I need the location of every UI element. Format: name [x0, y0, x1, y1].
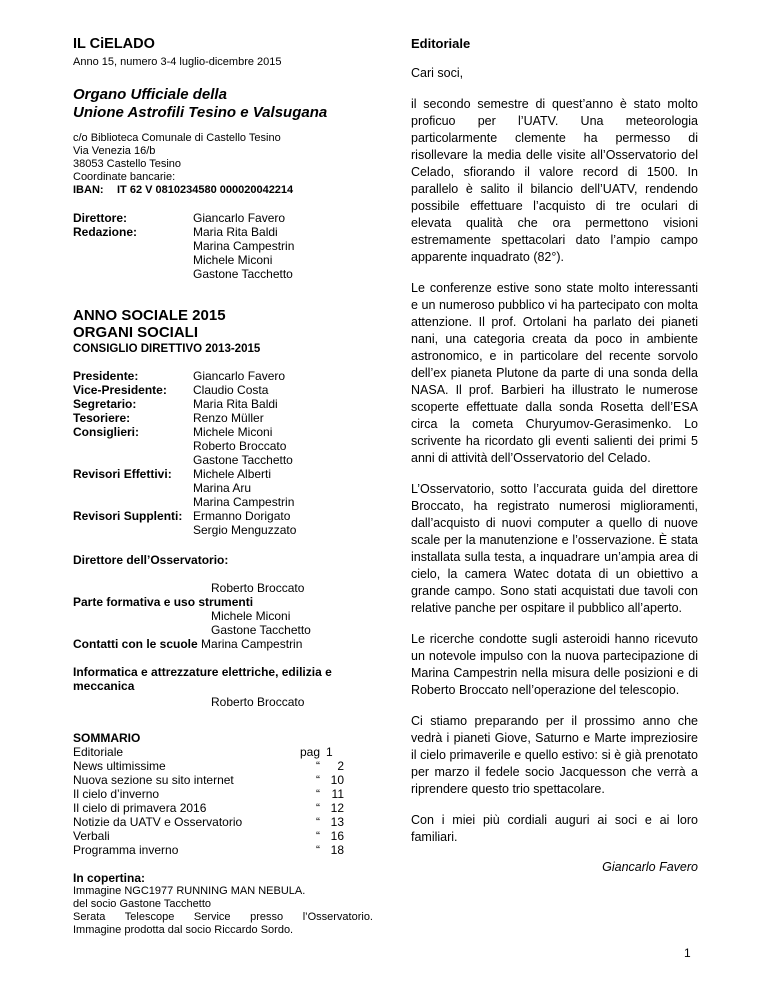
redazione-name: Gastone Tacchetto [193, 267, 293, 281]
organo-heading [73, 86, 373, 122]
sommario-row [73, 787, 373, 801]
sommario-page: 11 [331, 787, 344, 801]
sommario-item: Il cielo d’inverno [73, 787, 160, 801]
consiglio-heading: CONSIGLIO DIRETTIVO 2013-2015 [73, 343, 261, 355]
sommario-prefix: pag [299, 745, 320, 759]
address-block [73, 132, 373, 197]
sommario-title: SOMMARIO [73, 731, 141, 745]
sommario-item: Nuova sezione su sito internet [73, 773, 234, 787]
sommario-row [73, 815, 373, 829]
redazione-label: Redazione: [73, 225, 138, 239]
sommario-item: Editoriale [73, 745, 124, 759]
sommario-prefix: “ [316, 787, 320, 801]
copertina-line: Serata Telescope Service presso l’Osservatorio. [73, 911, 373, 923]
roles-list [73, 369, 373, 537]
page-number: 1 [684, 946, 691, 960]
address-line: Coordinate bancarie: [73, 171, 176, 183]
osservatorio-name: Roberto Broccato [211, 581, 305, 595]
sommario-prefix: “ [316, 759, 320, 773]
role-name: Sergio Menguzzato [193, 523, 297, 537]
role-name: Giancarlo Favero [193, 369, 286, 383]
sommario-item: Il cielo di primavera 2016 [73, 801, 207, 815]
sommario-prefix: “ [316, 801, 320, 815]
address-line: c/o Biblioteca Comunale di Castello Tesino [73, 132, 281, 144]
right-column [411, 36, 698, 874]
role-name: Marina Campestrin [193, 495, 295, 509]
sommario-item: Notizie da UATV e Osservatorio [73, 815, 243, 829]
address-line: 38053 Castello Tesino [73, 158, 182, 170]
role-label: Segretario: [73, 397, 137, 411]
role-label: Tesoriere: [73, 411, 131, 425]
sommario-prefix: “ [316, 829, 320, 843]
sommario-item: Verbali [73, 829, 110, 843]
sommario-page: 12 [330, 801, 344, 815]
role-name: Ermanno Dorigato [193, 509, 291, 523]
editoriale-title: Editoriale [411, 36, 471, 51]
iban-line [73, 184, 373, 197]
informatica-name: Roberto Broccato [211, 695, 305, 709]
role-name: Maria Rita Baldi [193, 397, 278, 411]
sommario-row [73, 745, 373, 759]
sommario-row [73, 801, 373, 815]
organi-sociali-title: ORGANI SOCIALI [73, 324, 199, 341]
organo-line-2: Unione Astrofili Tesino e Valsugana [73, 104, 328, 121]
copertina-title: In copertina: [73, 871, 146, 885]
sommario-row [73, 773, 373, 787]
informatica-label-1: Informatica e attrezzature elettriche, edilizia e [73, 665, 332, 679]
editoriale-paragraph: il secondo semestre di quest’anno è stato molto proficuo per l’UATV. Una meteorologia particolarmente clemente ha permesso di risollevare la media delle visite all’Osservatorio del Celado, sfiorando il valore record di 1500. In parallelo è salito il bilancio dell’UATV, rendendo possibile effettuare l’acquisto di tre oculari di elevata qualità che ora permettono visioni estremamente spettacolari dato l’ampio campo apparente inquadrato (82°). [411, 97, 698, 264]
copertina-line: Immagine NGC1977 RUNNING MAN NEBULA. [73, 885, 306, 897]
address-line: Via Venezia 16/b [73, 145, 156, 157]
newsletter-title: IL CiELADO [73, 36, 155, 52]
formativa-name: Michele Miconi [211, 609, 291, 623]
role-name: Marina Aru [193, 481, 252, 495]
redazione-name: Marina Campestrin [193, 239, 295, 253]
organi-heading [73, 307, 373, 341]
role-label: Consiglieri: [73, 425, 140, 439]
left-column [73, 36, 373, 937]
role-name: Gastone Tacchetto [193, 453, 293, 467]
sommario-row [73, 829, 373, 843]
staff-block [73, 211, 373, 281]
role-name: Renzo Müller [193, 411, 264, 425]
osservatorio-block [73, 553, 373, 651]
direttore-name: Giancarlo Favero [193, 211, 286, 225]
scuole-label: Contatti con le scuole [73, 637, 198, 651]
editoriale-paragraph: Con i miei più cordiali auguri ai soci e ai loro familiari. [411, 813, 698, 844]
sommario-item: News ultimissime [73, 759, 166, 773]
editoriale-greeting: Cari soci, [411, 66, 464, 80]
sommario-page: 18 [330, 843, 344, 857]
issue-line: Anno 15, numero 3-4 luglio-dicembre 2015 [73, 56, 282, 68]
scuole-name: Marina Campestrin [201, 637, 303, 651]
sommario-prefix: “ [316, 843, 320, 857]
iban-value: IT 62 V 0810234580 000020042214 [117, 184, 294, 196]
sommario-block [73, 731, 373, 857]
redazione-name: Michele Miconi [193, 253, 273, 267]
sommario-item: Programma inverno [73, 843, 179, 857]
copertina-line: Immagine prodotta dal socio Riccardo Sordo. [73, 924, 294, 936]
sommario-prefix: “ [316, 815, 320, 829]
editoriale-paragraph: Ci stiamo preparando per il prossimo anno che vedrà i pianeti Giove, Saturno e Marte impreziosire il cielo primaverile e quello estivo: si è già prenotato per marzo il fedele socio Jacquesson che verrà a riprendere questo trio spettacolare. [411, 714, 698, 796]
copertina-block [73, 871, 373, 937]
informatica-label-2: meccanica [73, 679, 135, 693]
role-name: Roberto Broccato [193, 439, 287, 453]
osservatorio-label: Direttore dell’Osservatorio: [73, 553, 229, 567]
formativa-label: Parte formativa e uso strumenti [73, 595, 254, 609]
formativa-name: Gastone Tacchetto [211, 623, 311, 637]
role-label: Revisori Supplenti: [73, 509, 183, 523]
role-label: Presidente: [73, 369, 139, 383]
sommario-prefix: “ [316, 773, 320, 787]
role-label: Vice-Presidente: [73, 383, 167, 397]
organo-line-1: Organo Ufficiale della [73, 86, 227, 103]
sommario-page: 2 [337, 759, 344, 773]
iban-label: IBAN: [73, 184, 104, 196]
role-name: Claudio Costa [193, 383, 269, 397]
role-name: Michele Miconi [193, 425, 273, 439]
sommario-page: 13 [330, 815, 344, 829]
sommario-row [73, 843, 373, 857]
direttore-label: Direttore: [73, 211, 128, 225]
sommario-page: 10 [330, 773, 344, 787]
redazione-name: Maria Rita Baldi [193, 225, 278, 239]
sommario-page: 16 [330, 829, 344, 843]
informatica-block [73, 665, 373, 709]
sommario-page: 1 [326, 745, 333, 759]
sommario-row [73, 759, 373, 773]
editoriale-paragraph: L’Osservatorio, sotto l’accurata guida del direttore Broccato, ha registrato numerosi miglioramenti, dall’acquisto di nuovi computer a quello di nuove scale per la manutenzione e l’osservazione. È stata installata sulla testa, a inquadrare un’ampia area di cielo, la camera Watec dotata di un obiettivo a grande campo. Sono stati acquistati due tavoli con relative panche per ospitare il pubblico all’aperto. [411, 482, 698, 615]
editoriale-paragraph: Le ricerche condotte sugli asteroidi hanno ricevuto un notevole impulso con la nuova partecipazione di Marina Campestrin nella misura delle posizioni e di Roberto Broccato nell’operazione del telescopio. [411, 632, 698, 697]
editoriale-paragraph: Le conferenze estive sono state molto interessanti e un numeroso pubblico vi ha partecipato con molta attenzione. Il prof. Ortolani ha parlato dei pianeti nani, una categoria creata da poco in ambiente astronomico, e in particolare del recente sorvolo dell’ex pianeta Plutone da parte di una sonda della NASA. Il prof. Barbieri ha illustrato le numerose scoperte effettuate dalla sonda Rosetta dell’ESA circa la cometa Churyumov-Gerasimenko. Lo scrivente ha ricordato gli eventi salienti dei primi 5 anni di attività dell’Osservatorio del Celado. [411, 281, 698, 465]
editoriale-signature: Giancarlo Favero [602, 860, 698, 874]
role-name: Michele Alberti [193, 467, 272, 481]
role-label: Revisori Effettivi: [73, 467, 172, 481]
copertina-line: del socio Gastone Tacchetto [73, 898, 211, 910]
anno-sociale-title: ANNO SOCIALE 2015 [73, 307, 226, 324]
